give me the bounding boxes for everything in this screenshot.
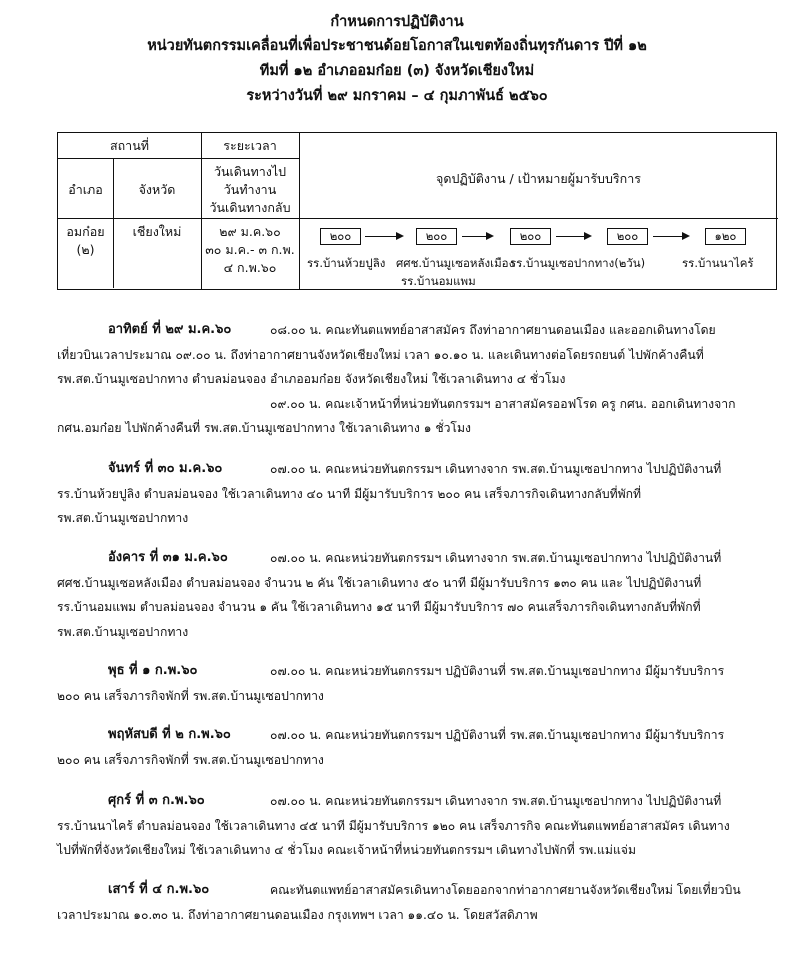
day-text-line: ๐๘.๐๐ น. คณะทันตแพทย์อาสาสมัคร ถึงท่าอากาศยานดอนเมือง และออกเดินทางโดย bbox=[270, 323, 716, 337]
day-text-line: รพ.สต.บ้านมูเซอปากทาง bbox=[57, 511, 189, 525]
day-text-line: รร.บ้านห้วยปูลิง ตำบลม่อนจอง ใช้เวลาเดินทาง ๔๐ นาที มีผู้มารับบริการ ๒๐๐ คน เสร็จภารกิจเดินทางกลับที่พักที่ bbox=[57, 487, 642, 501]
province-header: จังหวัด bbox=[138, 182, 176, 197]
arrow-icon bbox=[556, 236, 590, 237]
date-return: ๔ ก.พ.๖๐ bbox=[223, 260, 277, 275]
day-heading: จันทร์ ที่ ๓๐ ม.ค.๖๐ bbox=[108, 461, 223, 476]
day-text-line: รร.บ้านนาไคร้ ตำบลม่อนจอง ใช้เวลาเดินทาง ๔๕ นาที มีผู้มารับบริการ ๑๒๐ คน เสร็จภารกิจ คณะทันตแพทย์อาสาสมัคร เดินทาง bbox=[57, 819, 730, 833]
day-text-line: ศศช.บ้านมูเซอหลังเมือง ตำบลม่อนจอง จำนวน ๒ คัน ใช้เวลาเดินทาง ๕๐ นาที มีผู้มารับบริการ ๑๓๐ คน และ ไปปฏิบัติงานที่ bbox=[57, 576, 702, 590]
period-subheader-return: วันเดินทางกลับ bbox=[209, 200, 291, 215]
table-divider bbox=[58, 158, 299, 159]
period-subheader-work: วันทำงาน bbox=[223, 182, 277, 197]
period-header: ระยะเวลา bbox=[223, 138, 277, 153]
date-go: ๒๙ ม.ค.๖๐ bbox=[219, 224, 281, 239]
place-header: สถานที่ bbox=[109, 138, 149, 153]
day-text-line: ไปที่พักที่จังหวัดเชียงใหม่ ใช้เวลาเดินทาง ๔ ชั่วโมง คณะเจ้าหน้าที่หน่วยทันตกรรมฯ เดินทางไปพักที่ รพ.แม่แจ่ม bbox=[57, 843, 636, 857]
day-text-line: คณะทันตแพทย์อาสาสมัครเดินทางโดยออกจากท่าอากาศยานจังหวัดเชียงใหม่ โดยเที่ยวบิน bbox=[270, 883, 741, 897]
table-divider bbox=[58, 218, 778, 219]
unit-title: หน่วยทันตกรรมเคลื่อนที่เพื่อประชาชนด้อยโอกาสในเขตท้องถิ่นทุรกันดาร ปีที่ ๑๒ bbox=[147, 38, 647, 54]
target-box: ๑๒๐ bbox=[705, 228, 746, 245]
team-title: ทีมที่ ๑๒ อำเภออมก๋อย (๓) จังหวัดเชียงใหม่ bbox=[259, 63, 535, 79]
destination-label: รร.บ้านมูเซอปากทาง(๒วัน) bbox=[510, 256, 646, 270]
day-text-line: ๐๗.๐๐ น. คณะหน่วยทันตกรรมฯ ปฏิบัติงานที่ รพ.สต.บ้านมูเซอปากทาง มีผู้มารับบริการ bbox=[270, 728, 725, 742]
day-heading: พุธ ที่ ๑ ก.พ.๖๐ bbox=[108, 663, 198, 678]
day-text-line: เที่ยวบินเวลาประมาณ ๐๙.๐๐ น. ถึงท่าอากาศยานจังหวัดเชียงใหม่ เวลา ๑๐.๑๐ น. และเดินทางต่อโดยรถยนต์ ไปพักค้างคืนที่ bbox=[57, 348, 704, 362]
target-box: ๒๐๐ bbox=[416, 228, 457, 245]
district-number: (๒) bbox=[76, 242, 95, 257]
day-text-line: เวลาประมาณ ๑๐.๓๐ น. ถึงท่าอากาศยานดอนเมือง กรุงเทพฯ เวลา ๑๑.๔๐ น. โดยสวัสดิภาพ bbox=[57, 908, 538, 922]
day-heading: อังคาร ที่ ๓๑ ม.ค.๖๐ bbox=[108, 550, 228, 565]
day-text-line: ๐๗.๐๐ น. คณะหน่วยทันตกรรมฯ เดินทางจาก รพ.สต.บ้านมูเซอปากทาง ไปปฏิบัติงานที่ bbox=[270, 794, 722, 808]
district-header: อำเภอ bbox=[68, 182, 103, 197]
destination-label: รร.บ้านอมแพม bbox=[401, 274, 476, 288]
period-subheader-go: วันเดินทางไป bbox=[213, 164, 287, 179]
province-cell: เชียงใหม่ bbox=[132, 224, 182, 239]
day-text-line: ๐๗.๐๐ น. คณะหน่วยทันตกรรมฯ เดินทางจาก รพ.สต.บ้านมูเซอปากทาง ไปปฏิบัติงานที่ bbox=[270, 462, 722, 476]
target-box: ๒๐๐ bbox=[607, 228, 648, 245]
arrow-icon bbox=[365, 236, 402, 237]
target-box: ๒๐๐ bbox=[510, 228, 551, 245]
day-heading: พฤหัสบดี ที่ ๒ ก.พ.๖๐ bbox=[108, 727, 231, 742]
target-box: ๒๐๐ bbox=[320, 228, 361, 245]
day-heading: ศุกร์ ที่ ๓ ก.พ.๖๐ bbox=[108, 793, 205, 808]
day-text-line: กศน.อมก๋อย ไปพักค้างคืนที่ รพ.สต.บ้านมูเซอปากทาง ใช้เวลาเดินทาง ๑ ชั่วโมง bbox=[57, 421, 471, 435]
table-divider bbox=[299, 133, 300, 289]
day-text-line: ๒๐๐ คน เสร็จภารกิจพักที่ รพ.สต.บ้านมูเซอปากทาง bbox=[57, 689, 324, 703]
day-text-line: รพ.สต.บ้านมูเซอปากทาง bbox=[57, 625, 189, 639]
day-heading: อาทิตย์ ที่ ๒๙ ม.ค.๖๐ bbox=[108, 322, 232, 337]
target-header: จุดปฏิบัติงาน / เป้าหมายผู้มารับบริการ bbox=[436, 171, 641, 186]
destination-label: รร.บ้านห้วยปูลิง bbox=[307, 256, 386, 270]
date-range-title: ระหว่างวันที่ ๒๙ มกราคม – ๔ กุมภาพันธ์ ๒๕๖๐ bbox=[246, 88, 548, 104]
destination-label: ศศช.บ้านมูเซอหลังเมือง bbox=[396, 256, 515, 270]
day-text-line: ๐๗.๐๐ น. คณะหน่วยทันตกรรมฯ เดินทางจาก รพ.สต.บ้านมูเซอปากทาง ไปปฏิบัติงานที่ bbox=[270, 551, 722, 565]
district-cell: อมก๋อย bbox=[66, 224, 105, 239]
date-work: ๓๐ ม.ค.- ๓ ก.พ. bbox=[205, 242, 295, 257]
arrow-icon bbox=[653, 236, 688, 237]
day-heading: เสาร์ ที่ ๔ ก.พ.๖๐ bbox=[108, 882, 210, 897]
destination-label: รร.บ้านนาไคร้ bbox=[682, 256, 754, 270]
arrow-icon bbox=[462, 236, 492, 237]
day-text-line: ๒๐๐ คน เสร็จภารกิจพักที่ รพ.สต.บ้านมูเซอปากทาง bbox=[57, 753, 324, 767]
day-text-line: ๐๗.๐๐ น. คณะหน่วยทันตกรรมฯ ปฏิบัติงานที่ รพ.สต.บ้านมูเซอปากทาง มีผู้มารับบริการ bbox=[270, 664, 725, 678]
document-title: กำหนดการปฏิบัติงาน bbox=[330, 14, 464, 30]
day-text-line: ๐๙.๐๐ น. คณะเจ้าหน้าที่หน่วยทันตกรรมฯ อาสาสมัครออฟโรด ครู กศน. ออกเดินทางจาก bbox=[270, 397, 736, 411]
day-text-line: รพ.สต.บ้านมูเซอปากทาง ตำบลม่อนจอง อำเภออมก๋อย จังหวัดเชียงใหม่ ใช้เวลาเดินทาง ๔ ชั่วโมง bbox=[57, 372, 566, 386]
day-text-line: รร.บ้านอมแพม ตำบลม่อนจอง จำนวน ๑ คัน ใช้เวลาเดินทาง ๑๕ นาที มีผู้มารับบริการ ๗๐ คนเสร็จภารกิจเดินทางกลับที่พักที่ bbox=[57, 600, 701, 614]
